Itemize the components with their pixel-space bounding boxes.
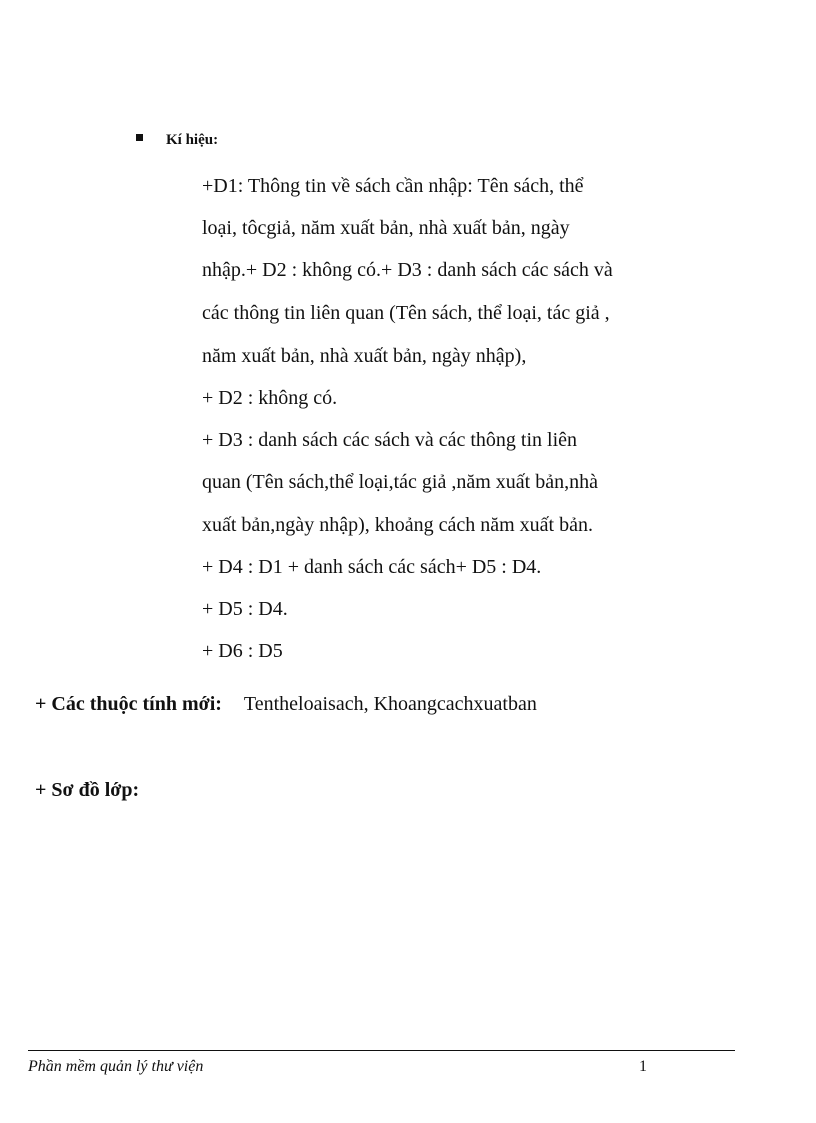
class-diagram-label: + Sơ đồ lớp: xyxy=(35,779,140,801)
class-diagram-section xyxy=(35,777,139,803)
footer-document-title: Phần mềm quản lý thư viện xyxy=(28,1058,204,1075)
description-line: +D1: Thông tin về sách cần nhập: Tên sách, thể xyxy=(202,175,584,197)
description-line: + D6 : D5 xyxy=(202,640,283,662)
description-line: + D4 : D1 + danh sách các sách+ D5 : D4. xyxy=(202,556,542,578)
description-line: quan (Tên sách,thể loại,tác giả ,năm xuất bản,nhà xyxy=(202,471,598,493)
symbol-list-item xyxy=(136,128,218,152)
bullet-square-icon xyxy=(136,134,143,141)
footer-page-number: 1 xyxy=(639,1058,647,1075)
description-line: + D2 : không có. xyxy=(202,387,338,409)
description-line: các thông tin liên quan (Tên sách, thể loại, tác giả , xyxy=(202,302,610,324)
new-attributes-value: Tentheloaisach, Khoangcachxuatban xyxy=(243,693,537,715)
new-attributes-label: + Các thuộc tính mới: xyxy=(35,693,222,715)
description-line: nhập.+ D2 : không có.+ D3 : danh sách các sách và xyxy=(202,259,613,281)
description-line: + D3 : danh sách các sách và các thông tin liên xyxy=(202,429,578,451)
description-line: năm xuất bản, nhà xuất bản, ngày nhập), xyxy=(202,345,527,367)
symbol-heading: Kí hiệu: xyxy=(166,131,219,148)
description-line: loại, tôcgiả, năm xuất bản, nhà xuất bản, ngày xyxy=(202,217,570,239)
footer-divider xyxy=(28,1050,735,1051)
description-line: xuất bản,ngày nhập), khoảng cách năm xuất bản. xyxy=(202,514,593,536)
description-line: + D5 : D4. xyxy=(202,598,288,620)
new-attributes-section xyxy=(35,691,537,717)
